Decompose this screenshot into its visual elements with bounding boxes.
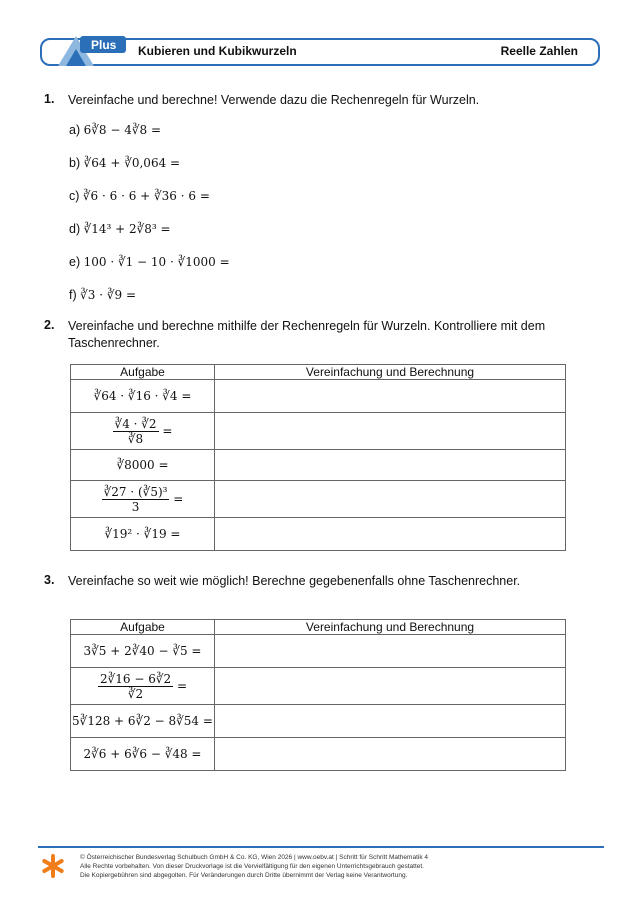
task-fraction xyxy=(71,413,215,450)
question-text: Vereinfache und berechne mithilfe der Rechenregeln für Wurzeln. Kontrolliere mit dem Taschenrechner. xyxy=(68,319,546,350)
exercise-table-2 xyxy=(70,364,566,551)
table-row xyxy=(71,518,566,551)
exercise-expression: ∛3 · ∛9 = xyxy=(80,288,136,302)
equals-sign: = xyxy=(162,423,173,438)
publisher-star-icon xyxy=(40,853,66,879)
table-row xyxy=(71,705,566,738)
task-expression: ∛8000 = xyxy=(71,450,215,481)
fraction-numerator: ∛4 · ∛2 xyxy=(114,416,157,431)
exercise-expression: ∛6 · 6 · 6 + ∛36 · 6 = xyxy=(82,189,210,203)
exercise-c xyxy=(69,189,210,203)
answer-cell[interactable] xyxy=(215,668,566,705)
question-number: 1. xyxy=(44,92,55,106)
answer-cell[interactable] xyxy=(215,738,566,771)
column-header-solution: Vereinfachung und Berechnung xyxy=(215,620,566,635)
column-header-task: Aufgabe xyxy=(71,620,215,635)
task-expression: 3∛5 + 2∛40 − ∛5 = xyxy=(71,635,215,668)
exercise-label: b) xyxy=(69,156,81,170)
fraction-numerator: 2∛16 − 6∛2 xyxy=(99,671,172,686)
exercise-label: a) xyxy=(69,123,81,137)
task-fraction xyxy=(71,481,215,518)
task-fraction xyxy=(71,668,215,705)
fraction-numerator: ∛27 · (∛5)³ xyxy=(103,484,168,499)
exercise-label: f) xyxy=(69,288,77,302)
answer-cell[interactable] xyxy=(215,380,566,413)
answer-cell[interactable] xyxy=(215,481,566,518)
table-row xyxy=(71,668,566,705)
task-expression: ∛19² · ∛19 = xyxy=(71,518,215,551)
column-header-solution: Vereinfachung und Berechnung xyxy=(215,365,566,380)
table-row xyxy=(71,635,566,668)
exercise-table-3 xyxy=(70,619,566,771)
worksheet-title: Kubieren und Kubikwurzeln xyxy=(138,44,297,58)
answer-cell[interactable] xyxy=(215,705,566,738)
table-row xyxy=(71,481,566,518)
exercise-a xyxy=(69,123,161,137)
fraction-denominator: 3 xyxy=(131,499,140,514)
answer-cell[interactable] xyxy=(215,413,566,450)
topic-label: Reelle Zahlen xyxy=(500,44,578,58)
task-expression: 5∛128 + 6∛2 − 8∛54 = xyxy=(71,705,215,738)
question-number: 2. xyxy=(44,318,55,332)
footer-divider xyxy=(38,846,604,848)
exercise-f xyxy=(69,288,136,302)
exercise-expression: ∛14³ + 2∛8³ = xyxy=(83,222,171,236)
exercise-label: e) xyxy=(69,255,81,269)
task-expression: ∛64 · ∛16 · ∛4 = xyxy=(71,380,215,413)
column-header-task: Aufgabe xyxy=(71,365,215,380)
equals-sign: = xyxy=(176,678,188,693)
fees-line: Die Kopiergebühren sind abgegolten. Für Veränderungen durch Dritte übernimmt der Verlag keine Verantwortung. xyxy=(80,872,408,879)
table-row xyxy=(71,738,566,771)
fraction-denominator: ∛2 xyxy=(127,686,144,701)
fraction-denominator: ∛8 xyxy=(127,431,144,446)
table-header-row xyxy=(71,365,566,380)
rights-line: Alle Rechte vorbehalten. Von dieser Druckvorlage ist die Vervielfältigung für den eigenen Unterrichtsgebrauch gestattet. xyxy=(80,863,424,870)
plus-logo xyxy=(52,33,128,67)
exercise-label: c) xyxy=(69,189,80,203)
answer-cell[interactable] xyxy=(215,518,566,551)
exercise-e xyxy=(69,255,230,269)
question-text: Vereinfache so weit wie möglich! Berechne gegebenenfalls ohne Taschenrechner. xyxy=(68,574,521,588)
logo-text: Plus xyxy=(91,38,117,52)
equals-sign: = xyxy=(173,491,184,506)
exercise-expression: 6∛8 − 4∛8 = xyxy=(83,123,161,137)
exercise-expression: ∛64 + ∛0,064 = xyxy=(83,156,181,170)
question-number: 3. xyxy=(44,573,55,587)
exercise-d xyxy=(69,222,171,236)
question-text: Vereinfache und berechne! Verwende dazu die Rechenregeln für Wurzeln. xyxy=(68,93,480,107)
table-row xyxy=(71,380,566,413)
copyright-line: © Österreichischer Bundesverlag Schulbuch GmbH & Co. KG, Wien 2026 | www.oebv.at | Schritt für Schritt Mathematik 4 xyxy=(80,854,428,861)
table-row xyxy=(71,450,566,481)
exercise-label: d) xyxy=(69,222,81,236)
table-row xyxy=(71,413,566,450)
answer-cell[interactable] xyxy=(215,450,566,481)
task-expression: 2∛6 + 6∛6 − ∛48 = xyxy=(71,738,215,771)
table-header-row xyxy=(71,620,566,635)
exercise-expression: 100 · ∛1 − 10 · ∛1000 = xyxy=(83,255,230,269)
answer-cell[interactable] xyxy=(215,635,566,668)
footer-text xyxy=(80,853,600,880)
exercise-b xyxy=(69,156,180,170)
